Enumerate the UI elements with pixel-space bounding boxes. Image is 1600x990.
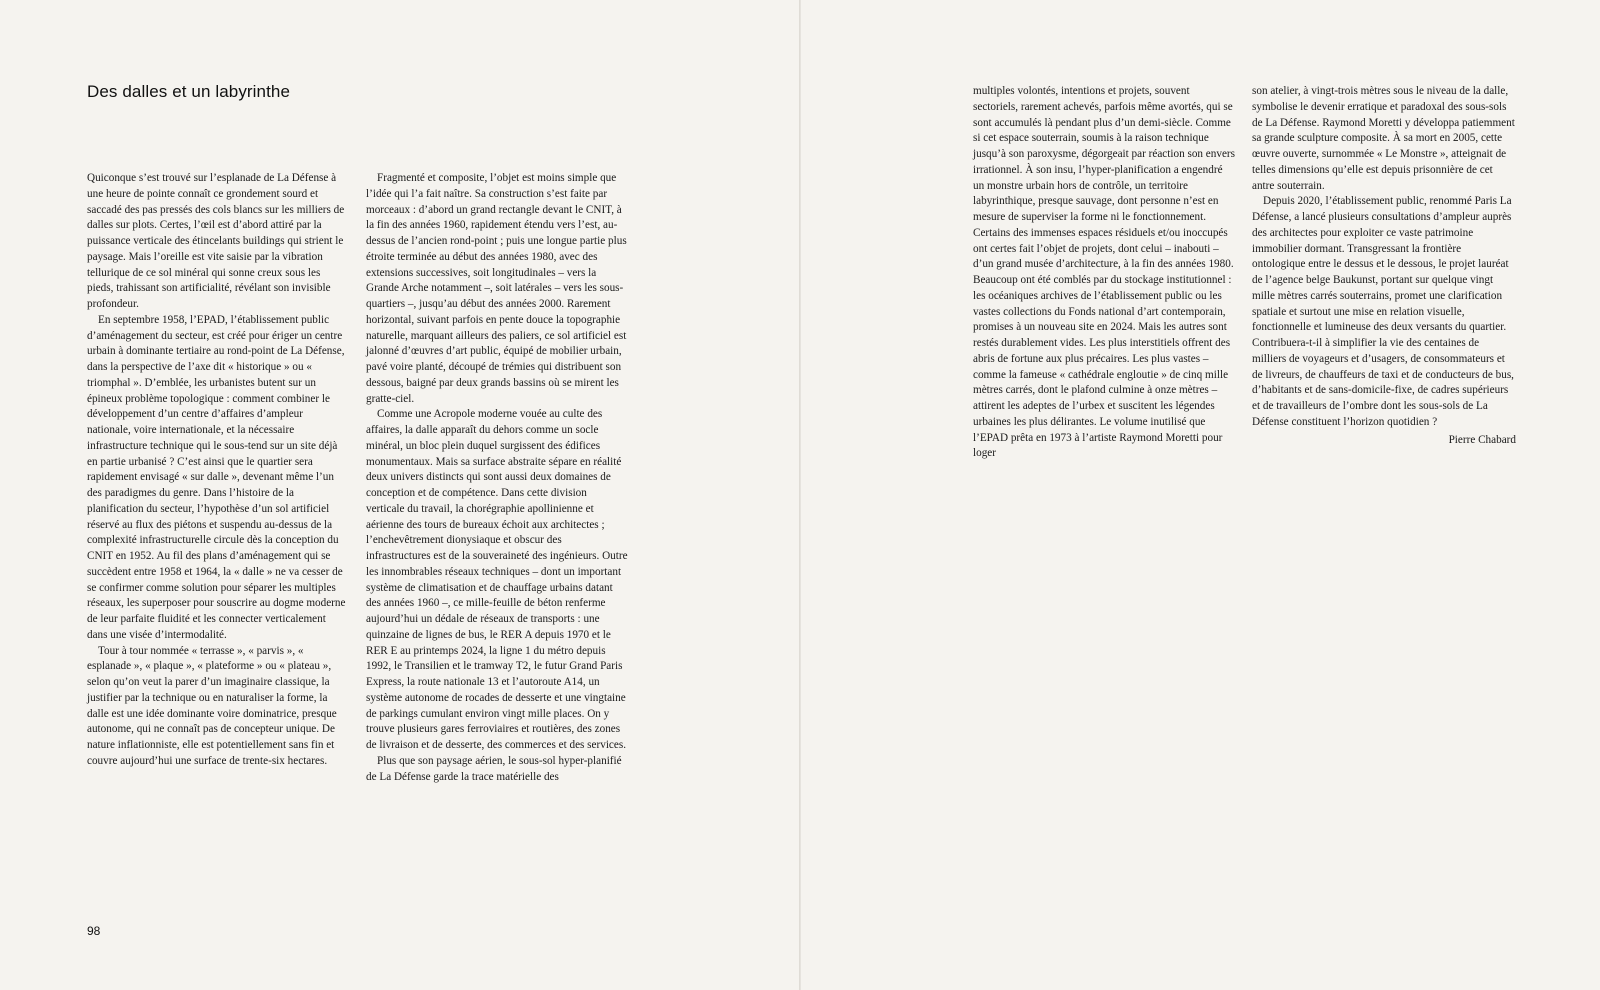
text-column-2 [366, 171, 628, 785]
paragraph: Comme une Acropole moderne vouée au culte des affaires, la dalle apparaît du dehors comme un socle minéral, un bloc plein duquel surgissent des édifices monumentaux. Mais sa surface abstraite sépare en réalité deux univers distincts qui sont aussi deux domaines de conception et de compétence. Dans cette division verticale du travail, la chorégraphie apollinienne et aérienne des tours de bureaux échoit aux architectes ; l’enchevêtrement dionysiaque et obscur des infrastructures est de la souveraineté des ingénieurs. Outre les innombrables réseaux techniques – dont un important système de climatisation et de chauffage urbains datant des années 1960 –, ce mille-feuille de béton renferme aujourd’hui un dédale de réseaux de transports : une quinzaine de lignes de bus, le RER A depuis 1970 et le RER E au printemps 2024, la ligne 1 du métro depuis 1992, le Transilien et le tramway T2, le futur Grand Paris Express, la route nationale 13 et l’autoroute A14, un système autonome de rocades de desserte et une vingtaine de parkings cumulant environ vingt mille places. On y trouve plusieurs gares ferroviaires et routières, des zones de livraison et de desserte, des commerces et des services. [366, 408, 628, 751]
author-signature: Pierre Chabard [1448, 433, 1516, 446]
paragraph: Tour à tour nommée « terrasse », « parvis », « esplanade », « plaque », « plateforme » ou « plateau », selon qu’on veut la parer d’un imaginaire classique, la justifier par la technique ou en naturaliser la forme, la dalle est une idée dominante voire dominatrice, presque autonome, qui ne connaît pas de concepteur unique. De nature inflationniste, elle est potentiellement sans fin et couvre aujourd’hui une surface de trente-six hectares. [87, 644, 337, 767]
paragraph: Fragmenté et composite, l’objet est moins simple que l’idée qui l’a fait naître. Sa construction s’est faite par morceaux : d’abord un grand rectangle devant le CNIT, à la fin des années 1960, rapidement étendu vers l’est, au-dessus de l’ancien rond-point ; puis une longue partie plus étroite terminée au début des années 1980, avec des extensions successives, soit longitudinales – vers la Grande Arche notamment –, soit latérales – vers les sous-quartiers –, jusqu’au début des années 2000. Rarement horizontal, suivant parfois en pente douce la topographie naturelle, marquant ailleurs des paliers, ce sol artificiel est jalonné d’œuvres d’art public, équipé de mobilier urbain, pavé voire planté, découpé de trémies qui distribuent son dessous, baigné par deux grands bassins où se mirent les gratte-ciel. [366, 172, 627, 405]
page-number: 98 [87, 924, 101, 938]
text-column-3 [973, 84, 1235, 462]
left-page [0, 0, 799, 990]
paragraph: Depuis 2020, l’établissement public, renommé Paris La Défense, a lancé plusieurs consultations d’ampleur auprès des architectes pour exploiter ce vaste patrimoine immobilier dormant. Transgressant la frontière ontologique entre le dessus et le dessous, le projet lauréat de l’agence belge Baukunst, portant sur quelque vingt mille mètres carrés souterrains, promet une clarification spatiale et surtout une mise en relation visuelle, fonctionnelle et lumineuse des deux versants du quartier. Contribuera-t-il à simplifier la vie des centaines de milliers de voyageurs et d’usagers, de consommateurs et de livreurs, de chauffeurs de taxi et de conducteurs de bus, d’habitants et de sans-domicile-fixe, de cadres supérieurs et de travailleurs de l’ombre dont les sous-sols de La Défense constituent l’horizon quotidien ? [1252, 195, 1514, 428]
text-column-4 [1252, 84, 1516, 448]
paragraph: Quiconque s’est trouvé sur l’esplanade de La Défense à une heure de pointe connaît ce grondement sourd et saccadé des pas pressés des cols blancs sur les milliers de dalles sur plots. Certes, l’œil est d’abord attiré par la puissance verticale des étincelants buildings qui strient le paysage. Mais l’oreille est vite saisie par la vibration tellurique de ce sol minéral qui sonne creux sous les pieds, trahissant son artificialité, révélant son invisible profondeur. [87, 172, 345, 310]
paragraph: En septembre 1958, l’EPAD, l’établissement public d’aménagement du secteur, est créé pour ériger un centre urbain à dominante tertiaire au rond-point de La Défense, dans la perspective de l’axe dit « historique » ou « triomphal ». D’emblée, les urbanistes butent sur un épineux problème topologique : comment combiner le développement d’un centre d’affaires d’ampleur nationale, voire internationale, et la nécessaire infrastructure technique qui le sous-tend sur un site déjà en partie urbanisé ? C’est ainsi que le quartier sera rapidement envisagé « sur dalle », devenant même l’un des paradigmes du genre. Dans l’histoire de la planification du secteur, l’hypothèse d’un sol artificiel réservé au flux des piétons et suspendu au-dessus de la complexité infrastructurelle circule dès la conception du CNIT en 1952. Au fil des plans d’aménagement qui se succèdent entre 1958 et 1964, la « dalle » ne va cesser de se confirmer comme solution pour séparer les multiples réseaux, les superposer pour souscrire au dogme moderne de leur parfaite fluidité et les connecter verticalement dans une visée d’intermodalité. [87, 313, 346, 641]
section-heading: Des dalles et un labyrinthe [87, 82, 291, 101]
text-column-1 [87, 171, 349, 770]
paragraph: son atelier, à vingt-trois mètres sous le niveau de la dalle, symbolise le devenir erratique et paradoxal des sous-sols de La Défense. Raymond Moretti y développa patiemment sa grande sculpture composite. À sa mort en 2005, cette œuvre ouverte, surnommée « Le Monstre », atteignait de telles dimensions qu’elle est depuis prisonnière de cet antre souterrain. [1252, 85, 1515, 192]
paragraph: multiples volontés, intentions et projets, souvent sectoriels, rarement achevés, parfois même avortés, qui se sont accumulés là pendant plus d’un demi-siècle. Comme si cet espace souterrain, soumis à la raison technique jusqu’à son paroxysme, dégorgeait par réaction son envers irrationnel. À son insu, l’hyper-planification a engendré un monstre urbain hors de contrôle, un territoire labyrinthique, presque sauvage, dont personne n’est en mesure de superviser la forme ni le fonctionnement. Certains des immenses espaces résiduels et/ou inoccupés ont certes fait l’objet de projets, dont celui – inabouti – d’un grand musée d’architecture, à la fin des années 1980. Beaucoup ont été comblés par du stockage institutionnel : les océaniques archives de l’établissement public ou les vastes collections du Fonds national d’art contemporain, promises à un nouveau site en 2024. Mais les autres sont restés durablement vides. Les plus interstitiels offrent des abris de fortune aux plus précaires. Les plus vastes – comme la fameuse « cathédrale engloutie » de cinq mille mètres carrés, dont le plafond culmine à onze mètres – attirent les adeptes de l’urbex et suscitent les légendes urbaines les plus délirantes. Le volume inutilisé que l’EPAD prêta en 1973 à l’artiste Raymond Moretti pour loger [973, 85, 1235, 460]
right-page [801, 0, 1600, 990]
paragraph: Plus que son paysage aérien, le sous-sol hyper-planifié de La Défense garde la trace matérielle des [366, 754, 622, 783]
